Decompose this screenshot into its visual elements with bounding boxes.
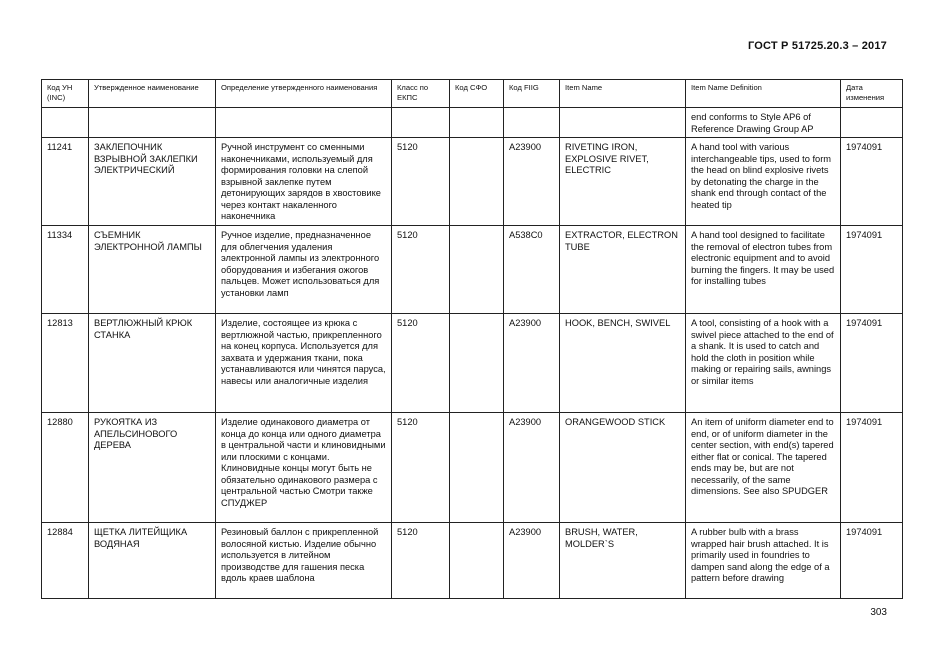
table-row <box>42 226 903 314</box>
cell-inc: 12813 <box>42 314 89 413</box>
table-row <box>42 413 903 523</box>
cell-inc: 12884 <box>42 523 89 599</box>
table-header-row <box>42 80 903 108</box>
table-row <box>42 138 903 226</box>
cell-item-name: HOOK, BENCH, SWIVEL <box>560 314 686 413</box>
cell-item-definition: An item of uniform diameter end to end, or of uniform diameter in the center section, with end(s) tapered either flat or conical. The tapered ends may be, but are not necessarily, of the same dimensions. See also SPUDGER <box>686 413 841 523</box>
cell-sfo <box>450 138 504 226</box>
cell-ekps: 5120 <box>392 523 450 599</box>
cell-ekps: 5120 <box>392 138 450 226</box>
cell-date: 1974091 <box>841 138 903 226</box>
table-row-continuation <box>42 108 903 138</box>
cell-definition: Ручное изделие, предназначенное для облегчения удаления электронной лампы из электронного оборудования и избегания ожогов пальцев. Может использоваться для установки ламп <box>216 226 392 314</box>
cell-item-definition: A tool, consisting of a hook with a swivel piece attached to the end of a shank. It is used to catch and hold the cloth in position while making or repairing sails, awnings or similar items <box>686 314 841 413</box>
continued-item-definition: end conforms to Style AP6 of Reference Drawing Group AP <box>686 108 841 138</box>
cell-date: 1974091 <box>841 413 903 523</box>
cell-fiig: A538C0 <box>504 226 560 314</box>
column-header-fiig-code: Код FIIG <box>504 80 560 108</box>
cell-sfo <box>450 523 504 599</box>
item-names-table <box>41 79 903 599</box>
cell-item-name: RIVETING IRON, EXPLOSIVE RIVET, ELECTRIC <box>560 138 686 226</box>
column-header-item-name-definition: Item Name Definition <box>686 80 841 108</box>
column-header-sfo-code: Код СФО <box>450 80 504 108</box>
cell-item-definition: A hand tool with various interchangeable tips, used to form the head on blind explosive rivets by detonating the charge in the shank end through contact of the heated tip <box>686 138 841 226</box>
cell-item-name: BRUSH, WATER, MOLDER`S <box>560 523 686 599</box>
cell-date: 1974091 <box>841 314 903 413</box>
cell-item-name: ORANGEWOOD STICK <box>560 413 686 523</box>
cell-sfo <box>450 413 504 523</box>
cell-definition: Изделие, состоящее из крюка с вертлюжной частью, прикрепленного на конец корпуса. Используется для захвата и удержания ткани, пока устанавливаются или чинятся паруса, навесы или аналогичные изделия <box>216 314 392 413</box>
cell-item-definition: A rubber bulb with a brass wrapped hair brush attached. It is primarily used in foundries to dampen sand along the edge of a pattern before drawing <box>686 523 841 599</box>
cell-inc: 12880 <box>42 413 89 523</box>
column-header-definition: Определение утвержденного наименования <box>216 80 392 108</box>
table-row <box>42 314 903 413</box>
cell-approved-name: ЩЕТКА ЛИТЕЙЩИКА ВОДЯНАЯ <box>89 523 216 599</box>
page-number: 303 <box>870 607 887 618</box>
column-header-ekps-class: Класс по ЕКПС <box>392 80 450 108</box>
cell-item-name: EXTRACTOR, ELECTRON TUBE <box>560 226 686 314</box>
cell-approved-name: ЗАКЛЕПОЧНИК ВЗРЫВНОЙ ЗАКЛЕПКИ ЭЛЕКТРИЧЕСКИЙ <box>89 138 216 226</box>
cell-sfo <box>450 226 504 314</box>
cell-approved-name: РУКОЯТКА ИЗ АПЕЛЬСИНОВОГО ДЕРЕВА <box>89 413 216 523</box>
cell-approved-name: ВЕРТЛЮЖНЫЙ КРЮК СТАНКА <box>89 314 216 413</box>
column-header-change-date: Дата изменения <box>841 80 903 108</box>
cell-item-definition: A hand tool designed to facilitate the removal of electron tubes from electronic equipment and to avoid burning the fingers. It may be used for installing tubes <box>686 226 841 314</box>
column-header-item-name: Item Name <box>560 80 686 108</box>
cell-date: 1974091 <box>841 523 903 599</box>
document-standard-title: ГОСТ Р 51725.20.3 – 2017 <box>747 40 887 52</box>
column-header-inc: Код УН (INC) <box>42 80 89 108</box>
cell-inc: 11334 <box>42 226 89 314</box>
table-row <box>42 523 903 599</box>
cell-inc: 11241 <box>42 138 89 226</box>
cell-fiig: A23900 <box>504 523 560 599</box>
cell-definition: Ручной инструмент со сменными наконечниками, используемый для формирования головки на слепой взрывной заклепке путем детонирующих зарядов в хвостовике через контакт накаленного наконечника <box>216 138 392 226</box>
cell-fiig: A23900 <box>504 413 560 523</box>
cell-ekps: 5120 <box>392 226 450 314</box>
cell-ekps: 5120 <box>392 314 450 413</box>
cell-approved-name: СЪЕМНИК ЭЛЕКТРОННОЙ ЛАМПЫ <box>89 226 216 314</box>
cell-definition: Резиновый баллон с прикрепленной волосяной кистью. Изделие обычно используется в литейном производстве для гашения песка вдоль краев шаблона <box>216 523 392 599</box>
cell-date: 1974091 <box>841 226 903 314</box>
cell-definition: Изделие одинакового диаметра от конца до конца или одного диаметра в центральной части и клиновидными или плоскими с концами. Клиновидные концы могут быть не обязательно одинакового размера с центральной частью Смотри также СПУДЖЕР <box>216 413 392 523</box>
cell-ekps: 5120 <box>392 413 450 523</box>
cell-fiig: A23900 <box>504 314 560 413</box>
cell-fiig: A23900 <box>504 138 560 226</box>
cell-sfo <box>450 314 504 413</box>
column-header-approved-name: Утвержденное наименование <box>89 80 216 108</box>
